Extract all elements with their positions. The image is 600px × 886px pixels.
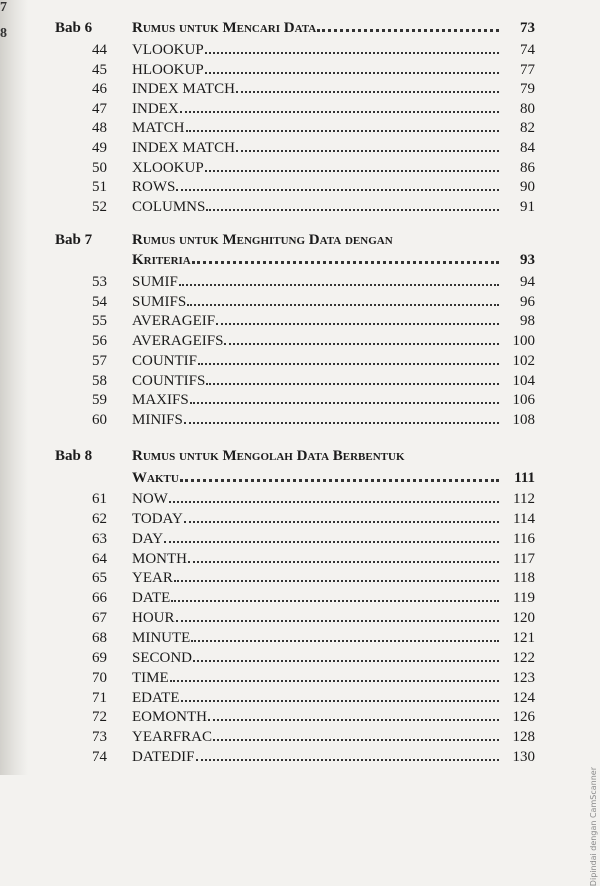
dot-leader	[236, 91, 499, 93]
entry-title	[132, 351, 501, 371]
entry-number: 71	[92, 690, 107, 706]
toc-entry[interactable]	[55, 118, 535, 138]
dot-leader	[174, 580, 499, 582]
entry-page-number: 86	[520, 160, 535, 176]
entry-page-number: 124	[512, 690, 535, 706]
entry-page-number: 94	[520, 274, 535, 290]
entry-number: 62	[92, 511, 107, 527]
entry-title	[132, 628, 501, 648]
entry-title-text: AVERAGEIF	[132, 313, 216, 329]
entry-page-number: 90	[520, 179, 535, 195]
entry-title	[132, 60, 501, 80]
entry-title	[132, 371, 501, 391]
entry-page-number: 84	[520, 140, 535, 156]
toc-entry[interactable]	[55, 311, 535, 331]
entry-title-text: DATE	[132, 590, 171, 606]
chapter-title-line	[55, 230, 535, 250]
entry-title-text: SECOND	[132, 650, 193, 666]
entry-number: 59	[92, 392, 107, 408]
entry-title-text: YEAR	[132, 570, 173, 586]
dot-leader	[190, 402, 499, 404]
toc-entry[interactable]	[55, 390, 535, 410]
dot-leader	[216, 323, 499, 325]
entry-page-number: 116	[513, 531, 535, 547]
entry-title	[132, 588, 501, 608]
entry-page-number: 102	[512, 353, 535, 369]
entry-title	[132, 197, 501, 217]
entry-title	[132, 608, 501, 628]
entry-page-number: 74	[520, 42, 535, 58]
entry-page-number: 100	[512, 333, 535, 349]
entry-title	[132, 509, 501, 529]
margin-mark: 8	[0, 26, 7, 41]
chapter-page-number: 93	[520, 252, 535, 268]
entry-page-number: 118	[513, 570, 535, 586]
entry-title-text: COLUMNS	[132, 199, 206, 215]
dot-leader	[196, 759, 500, 761]
dot-leader	[191, 640, 499, 642]
entry-number: 47	[92, 101, 107, 117]
entry-number: 46	[92, 81, 107, 97]
entry-title-text: SUMIFS	[132, 294, 187, 310]
entry-page-number: 128	[512, 729, 535, 745]
toc-entry[interactable]	[55, 197, 535, 217]
entry-title-text: MAXIFS	[132, 392, 189, 408]
entry-page-number: 82	[520, 120, 535, 136]
entry-number: 74	[92, 749, 107, 765]
entry-title	[132, 410, 501, 430]
dot-leader	[317, 29, 499, 32]
dot-leader	[208, 719, 499, 721]
dot-leader	[184, 422, 499, 424]
entry-number: 73	[92, 729, 107, 745]
entry-title-text: TODAY	[132, 511, 183, 527]
toc-entry[interactable]	[55, 351, 535, 371]
entry-page-number: 120	[512, 610, 535, 626]
toc-entry[interactable]	[55, 568, 535, 588]
toc-entry[interactable]	[55, 628, 535, 648]
dot-leader	[176, 189, 499, 191]
toc-entry[interactable]	[55, 60, 535, 80]
entry-title	[132, 158, 501, 178]
entry-title-text: DATEDIF	[132, 749, 195, 765]
chapter-heading-row[interactable]	[55, 18, 535, 38]
dot-leader	[181, 700, 500, 702]
entry-number: 72	[92, 709, 107, 725]
entry-number: 51	[92, 179, 107, 195]
entry-page-number: 108	[512, 412, 535, 428]
dot-leader	[169, 501, 499, 503]
dot-leader	[186, 130, 499, 132]
entry-title	[132, 688, 501, 708]
entry-page-number: 98	[520, 313, 535, 329]
entry-title	[132, 568, 501, 588]
entry-number: 56	[92, 333, 107, 349]
entry-number: 57	[92, 353, 107, 369]
toc-entry[interactable]	[55, 549, 535, 569]
entry-page-number: 80	[520, 101, 535, 117]
chapter-title	[132, 18, 501, 38]
entry-page-number: 119	[513, 590, 535, 606]
entry-title	[132, 292, 501, 312]
entry-title	[132, 311, 501, 331]
entry-number: 68	[92, 630, 107, 646]
entry-title-text: INDEX MATCH	[132, 140, 235, 156]
toc-entry[interactable]	[55, 371, 535, 391]
dot-leader	[184, 521, 499, 523]
toc-entry[interactable]	[55, 489, 535, 509]
entry-title-text: HLOOKUP	[132, 62, 204, 78]
entry-title-text: EOMONTH	[132, 709, 207, 725]
chapter-heading-row[interactable]	[55, 250, 535, 270]
entry-number: 63	[92, 531, 107, 547]
chapter-title-text: Rumus untuk Menghitung Data dengan	[132, 232, 393, 248]
entry-title-text: MATCH	[132, 120, 185, 136]
entry-number: 52	[92, 199, 107, 215]
entry-page-number: 104	[512, 373, 535, 389]
entry-page-number: 114	[513, 511, 535, 527]
entry-number: 66	[92, 590, 107, 606]
entry-page-number: 121	[512, 630, 535, 646]
toc-entry[interactable]	[55, 588, 535, 608]
toc-entry[interactable]	[55, 40, 535, 60]
entry-title-text: COUNTIF	[132, 353, 198, 369]
toc-entry[interactable]	[55, 727, 535, 747]
toc-entry[interactable]	[55, 668, 535, 688]
chapter-label: Bab 7	[55, 232, 93, 248]
entry-number: 44	[92, 42, 107, 58]
entry-title	[132, 40, 501, 60]
entry-number: 48	[92, 120, 107, 136]
entry-page-number: 77	[520, 62, 535, 78]
entry-title-text: AVERAGEIFS	[132, 333, 224, 349]
toc-entry[interactable]	[55, 648, 535, 668]
toc-entry[interactable]	[55, 707, 535, 727]
entry-number: 60	[92, 412, 107, 428]
dot-leader	[193, 660, 499, 662]
entry-title-text: HOUR	[132, 610, 175, 626]
dot-leader	[176, 620, 499, 622]
entry-page-number: 96	[520, 294, 535, 310]
entry-title	[132, 177, 501, 197]
entry-number: 45	[92, 62, 107, 78]
entry-number: 70	[92, 670, 107, 686]
toc-entry[interactable]	[55, 272, 535, 292]
entry-number: 61	[92, 491, 107, 507]
dot-leader	[206, 209, 499, 211]
dot-leader	[187, 304, 499, 306]
entry-page-number: 112	[513, 491, 535, 507]
entry-number: 50	[92, 160, 107, 176]
entry-title-text: COUNTIFS	[132, 373, 206, 389]
entry-title	[132, 99, 501, 119]
toc-entry[interactable]	[55, 331, 535, 351]
entry-title-text: MINIFS	[132, 412, 183, 428]
entry-title	[132, 79, 501, 99]
entry-number: 58	[92, 373, 107, 389]
entry-number: 54	[92, 294, 107, 310]
entry-number: 49	[92, 140, 107, 156]
entry-title-text: ROWS	[132, 179, 176, 195]
entry-title	[132, 727, 501, 747]
dot-leader	[171, 600, 499, 602]
chapter-title-text: Rumus untuk Mengolah Data Berbentuk	[132, 448, 405, 464]
entry-title	[132, 118, 501, 138]
entry-title-text: MINUTE	[132, 630, 191, 646]
entry-title-text: EDATE	[132, 690, 180, 706]
entry-title	[132, 707, 501, 727]
entry-title-text: INDEX MATCH	[132, 81, 235, 97]
chapter-title-text: Waktu	[132, 470, 179, 486]
chapter-title-text: Rumus untuk Mencari Data	[132, 20, 317, 36]
dot-leader	[236, 150, 499, 152]
entry-title-text: NOW	[132, 491, 168, 507]
chapter-title	[132, 250, 501, 270]
dot-leader	[192, 261, 499, 264]
chapter-title-text: Kriteria	[132, 252, 191, 268]
chapter-title-line	[55, 446, 535, 466]
entry-page-number: 126	[512, 709, 535, 725]
entry-page-number: 130	[512, 749, 535, 765]
entry-page-number: 91	[520, 199, 535, 215]
toc-entry[interactable]	[55, 747, 535, 767]
entry-number: 65	[92, 570, 107, 586]
entry-title	[132, 549, 501, 569]
entry-page-number: 106	[512, 392, 535, 408]
toc-entry[interactable]	[55, 99, 535, 119]
entry-title	[132, 747, 501, 767]
entry-title-text: VLOOKUP	[132, 42, 204, 58]
toc-entry[interactable]	[55, 79, 535, 99]
entry-title-text: XLOOKUP	[132, 160, 204, 176]
dot-leader	[164, 541, 499, 543]
entry-title	[132, 648, 501, 668]
chapter-heading-row[interactable]	[55, 468, 535, 488]
dot-leader	[206, 383, 499, 385]
dot-leader	[180, 479, 499, 482]
toc-entry[interactable]	[55, 410, 535, 430]
chapter-page-number: 73	[520, 20, 535, 36]
dot-leader	[198, 363, 499, 365]
entry-title	[132, 331, 501, 351]
scanner-watermark: Dipindai dengan CamScanner	[589, 767, 598, 886]
chapter-page-number: 111	[514, 470, 535, 486]
toc-entry[interactable]	[55, 608, 535, 628]
dot-leader	[188, 561, 499, 563]
entry-title-text: TIME	[132, 670, 169, 686]
chapter-title	[132, 468, 501, 488]
dot-leader	[205, 52, 499, 54]
entry-title	[132, 529, 501, 549]
entry-number: 55	[92, 313, 107, 329]
entry-title-text: INDEX	[132, 101, 179, 117]
entry-title	[132, 138, 501, 158]
entry-title	[132, 668, 501, 688]
dot-leader	[205, 72, 499, 74]
entry-title	[132, 390, 501, 410]
dot-leader	[205, 170, 499, 172]
chapter-label: Bab 6	[55, 20, 93, 36]
entry-page-number: 79	[520, 81, 535, 97]
toc-entry[interactable]	[55, 158, 535, 178]
entry-title-text: YEARFRAC	[132, 729, 213, 745]
entry-number: 67	[92, 610, 107, 626]
entry-title-text: MONTH	[132, 551, 187, 567]
entry-number: 64	[92, 551, 107, 567]
entry-title	[132, 489, 501, 509]
toc-entry[interactable]	[55, 509, 535, 529]
toc-entry[interactable]	[55, 177, 535, 197]
toc-entry[interactable]	[55, 138, 535, 158]
entry-number: 53	[92, 274, 107, 290]
toc-entry[interactable]	[55, 292, 535, 312]
dot-leader	[180, 111, 499, 113]
book-gutter-shadow	[0, 0, 28, 775]
entry-title-text: DAY	[132, 531, 164, 547]
dot-leader	[170, 680, 499, 682]
toc-entry[interactable]	[55, 688, 535, 708]
entry-page-number: 123	[512, 670, 535, 686]
margin-mark: 7	[0, 0, 7, 15]
entry-title	[132, 272, 501, 292]
dot-leader	[179, 284, 499, 286]
dot-leader	[224, 343, 499, 345]
entry-title-text: SUMIF	[132, 274, 178, 290]
dot-leader	[213, 739, 499, 741]
entry-number: 69	[92, 650, 107, 666]
table-of-contents	[55, 0, 535, 775]
toc-entry[interactable]	[55, 529, 535, 549]
entry-page-number: 117	[513, 551, 535, 567]
entry-page-number: 122	[512, 650, 535, 666]
chapter-label: Bab 8	[55, 448, 93, 464]
